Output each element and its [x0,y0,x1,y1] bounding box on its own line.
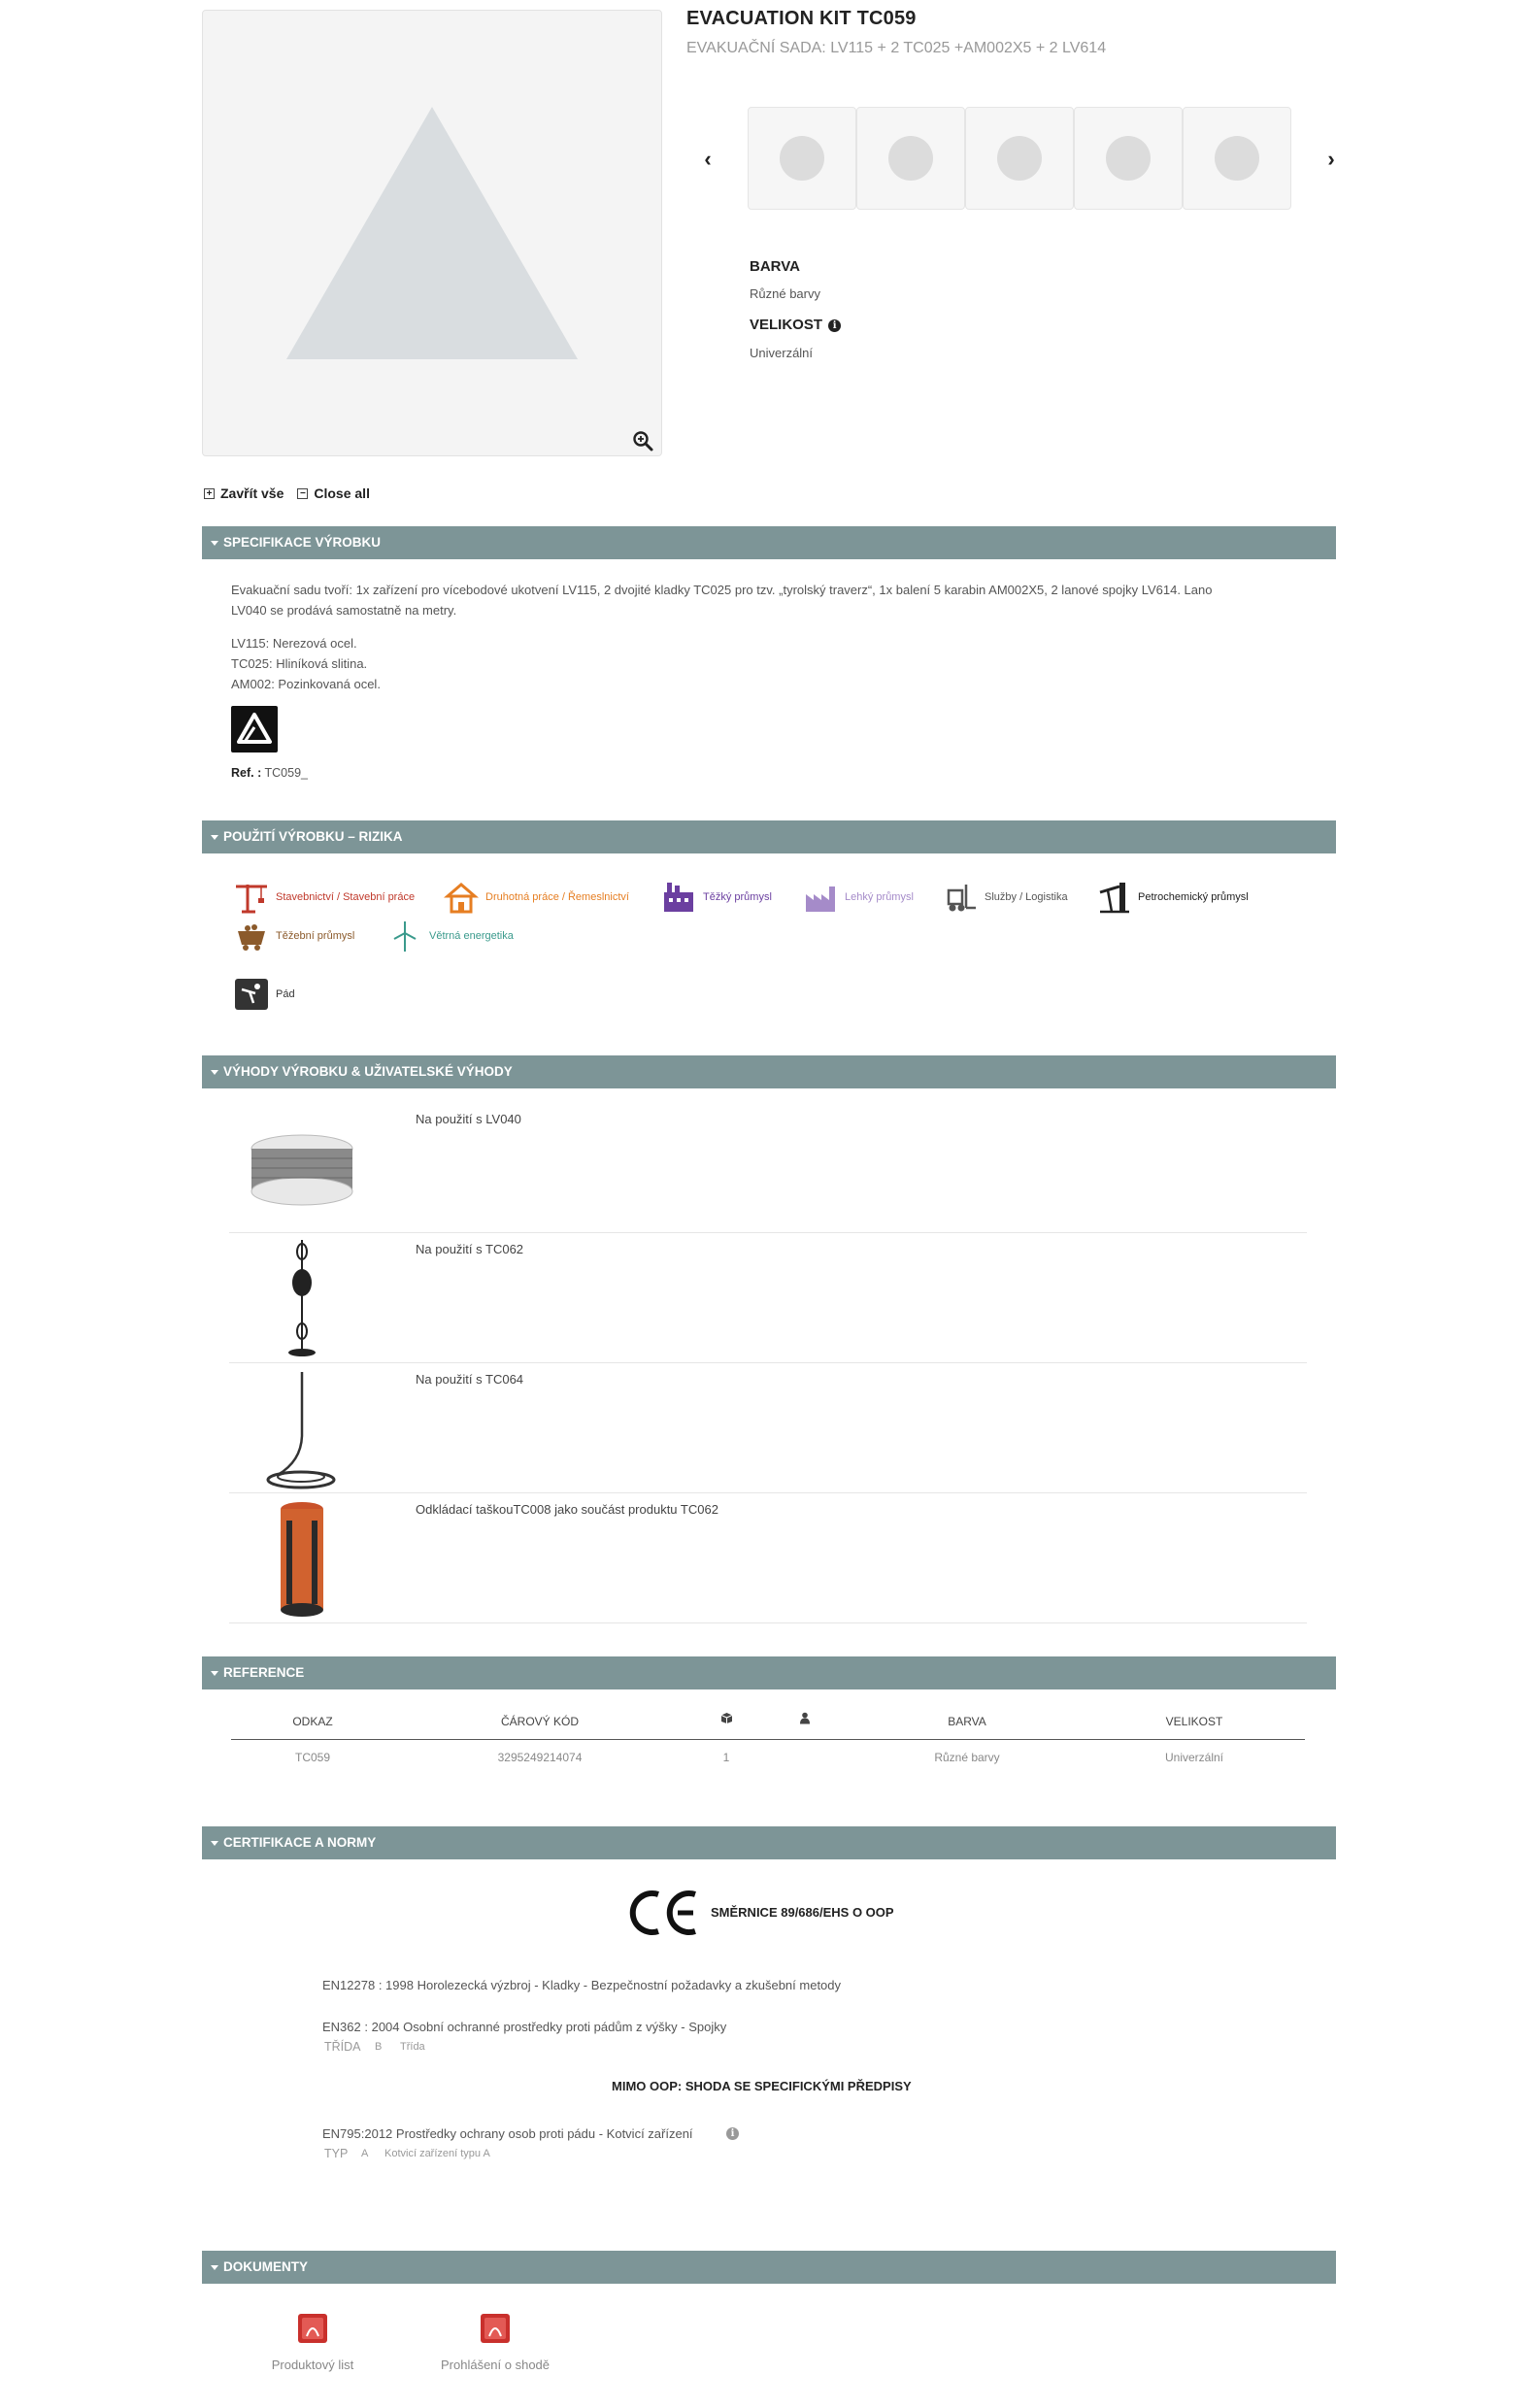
table-header-barcode: ČÁROVÝ KÓD [500,1715,579,1728]
divider [229,1492,1307,1493]
benefit-text: Odkládací taškouTC008 jako součást produktu TC062 [416,1502,718,1517]
thumbnail-3[interactable] [965,107,1074,210]
table-divider [231,1739,1305,1740]
risk-item [443,880,629,915]
section-header-reference[interactable] [202,1656,1336,1689]
table-header-size: VELIKOST [1165,1715,1223,1728]
section-title: POUŽITÍ VÝROBKU – RIZIKA [223,829,403,844]
info-icon[interactable]: i [828,319,841,332]
chevron-right-icon[interactable]: › [1327,147,1335,171]
divider [229,1362,1307,1363]
reference-line [231,763,308,784]
thumbnail-2[interactable] [856,107,965,210]
table-header-color: BARVA [948,1715,986,1728]
table-cell-color: Různé barvy [934,1751,1000,1764]
box-icon [716,1712,737,1727]
descender-device-image [229,1238,375,1360]
caret-down-icon [211,835,218,840]
risk-item [1095,880,1249,915]
document-link[interactable] [235,2311,390,2372]
section-header-certification[interactable] [202,1826,1336,1859]
heavy-industry-icon [660,880,697,915]
document-label: Prohlášení o shodě [440,2358,551,2372]
ref-label: Ref. : [231,766,262,780]
thumbnail-1[interactable] [748,107,856,210]
risk-label: Služby / Logistika [985,891,1068,903]
spec-material: LV115: Nerezová ocel. [231,636,357,651]
storage-bag-image [229,1498,375,1621]
person-icon [794,1712,816,1727]
thumbnail-placeholder [997,136,1042,181]
spec-material: AM002: Pozinkovaná ocel. [231,677,381,691]
benefit-text: Na použití s LV040 [416,1112,521,1126]
section-header-usage[interactable] [202,820,1336,853]
caret-down-icon [211,541,218,546]
section-title: DOKUMENTY [223,2259,308,2274]
norm-line: EN12278 : 1998 Horolezecká výzbroj - Kladky - Bezpečnostní požadavky a zkušební metody [322,1978,842,1992]
caret-down-icon [211,1671,218,1676]
section-header-specs[interactable] [202,526,1336,559]
ce-mark-icon [627,1887,701,1939]
norm-class-label: TŘÍDA [324,2040,361,2054]
table-cell-ref: TC059 [294,1751,331,1764]
caret-down-icon [211,2265,218,2270]
ref-value: TC059_ [264,766,308,780]
risk-label: Větrná energetika [429,930,514,942]
size-value: Univerzální [750,346,814,360]
norm-line: EN795:2012 Prostředky ochrany osob proti pádu - Kotvicí zařízení [322,2126,693,2141]
expand-all-toggle[interactable] [204,485,284,501]
color-label: BARVA [750,258,800,275]
risk-item [386,919,514,953]
thumbnail-placeholder [888,136,933,181]
close-all-toggle[interactable] [297,485,370,501]
light-industry-icon [802,880,839,915]
spec-material: TC025: Hliníková slitina. [231,656,368,671]
section-header-benefits[interactable] [202,1055,1336,1088]
norm-type-label: TYP [324,2147,349,2160]
caret-down-icon [211,1070,218,1075]
benefit-text: Na použití s TC064 [416,1372,524,1387]
size-label-row [750,317,841,333]
house-tools-icon [443,880,480,915]
size-label: VELIKOST [750,317,823,333]
pdf-icon [478,2311,513,2346]
norm-type-desc: Kotvicí zařízení typu A [384,2148,490,2159]
pdf-icon [295,2311,330,2346]
product-subtitle: EVAKUAČNÍ SADA: LV115 + 2 TC025 +AM002X5 + 2 LV614 [686,40,1107,56]
risk-label: Stavebnictví / Stavební práce [276,891,416,903]
toggle-label: Close all [314,485,370,501]
caret-down-icon [211,1841,218,1846]
zoom-icon[interactable] [631,429,654,452]
divider [229,1622,1307,1623]
thumbnail-placeholder [1215,136,1259,181]
section-title: SPECIFIKACE VÝROBKU [223,535,382,550]
risk-label: Těžký průmysl [703,891,772,903]
section-title: REFERENCE [223,1665,305,1680]
risk-label: Druhotná práce / Řemeslnictví [485,891,629,903]
thumbnail-carousel [697,107,1342,214]
rope-lanyard-image [229,1368,375,1490]
risk-item [233,919,354,953]
wind-turbine-icon [386,919,423,953]
document-link[interactable] [417,2311,573,2372]
norm-class-desc: Třída [400,2041,425,2053]
mining-cart-icon [233,919,270,953]
risk-label: Petrochemický průmysl [1138,891,1249,903]
table-cell-qty: 1 [722,1751,730,1764]
deltaplus-logo-icon [231,706,278,752]
risk-label: Těžební průmysl [276,930,355,942]
thumbnail-placeholder [1106,136,1151,181]
norm-type-value: A [361,2148,369,2159]
page-title: EVACUATION KIT TC059 [686,8,917,29]
norm-line: EN362 : 2004 Osobní ochranné prostředky proti pádům z výšky - Spojky [322,2020,727,2034]
norm-class-value: B [375,2041,383,2053]
benefit-text: Na použití s TC062 [416,1242,524,1256]
forklift-icon [942,880,979,915]
table-cell-barcode: 3295249214074 [497,1751,583,1764]
spec-description-1: Evakuační sadu tvoří: 1x zařízení pro vícebodové ukotvení LV115, 2 dvojité kladky TC025 pro tzv. „tyrolský traverz“, 1x balení 5 karabin AM002X5, 2 lanové spojky LV614. Lano [231,583,1213,597]
risk-item [660,880,772,915]
table-cell-size: Univerzální [1164,1751,1224,1764]
spec-description-2: LV040 se prodává samostatně na metry. [231,603,457,618]
section-title: CERTIFIKACE A NORMY [223,1835,377,1850]
chevron-left-icon[interactable]: ‹ [704,147,712,171]
risk-item [233,977,295,1012]
section-title: VÝHODY VÝROBKU & UŽIVATELSKÉ VÝHODY [223,1064,513,1079]
risk-label: Lehký průmysl [845,891,914,903]
ce-directive: SMĚRNICE 89/686/EHS O OOP [711,1905,894,1920]
color-value: Různé barvy [750,286,820,301]
minus-box-icon: − [297,488,308,499]
main-product-image[interactable] [202,10,662,456]
table-header-ref: ODKAZ [292,1715,333,1728]
toggle-label: Zavřít vše [220,485,284,501]
oil-pump-icon [1095,880,1132,915]
divider [229,1232,1307,1233]
crane-icon [233,880,270,915]
plus-box-icon: + [204,488,215,499]
section-toggles [204,485,370,501]
rope-spool-image [229,1107,375,1229]
fall-icon [233,977,270,1012]
thumbnail-5[interactable] [1183,107,1291,210]
document-label: Produktový list [271,2358,354,2372]
section-header-documents[interactable] [202,2251,1336,2284]
non-ppe-heading: MIMO OOP: SHODA SE SPECIFICKÝMI PŘEDPISY [612,2079,912,2093]
product-image-placeholder [286,107,578,359]
thumbnail-placeholder [780,136,824,181]
risk-label: Pád [276,988,295,1000]
risk-item [942,880,1068,915]
risk-item [233,880,415,915]
risk-item [802,880,914,915]
info-icon[interactable]: i [726,2127,739,2140]
thumbnail-4[interactable] [1074,107,1183,210]
